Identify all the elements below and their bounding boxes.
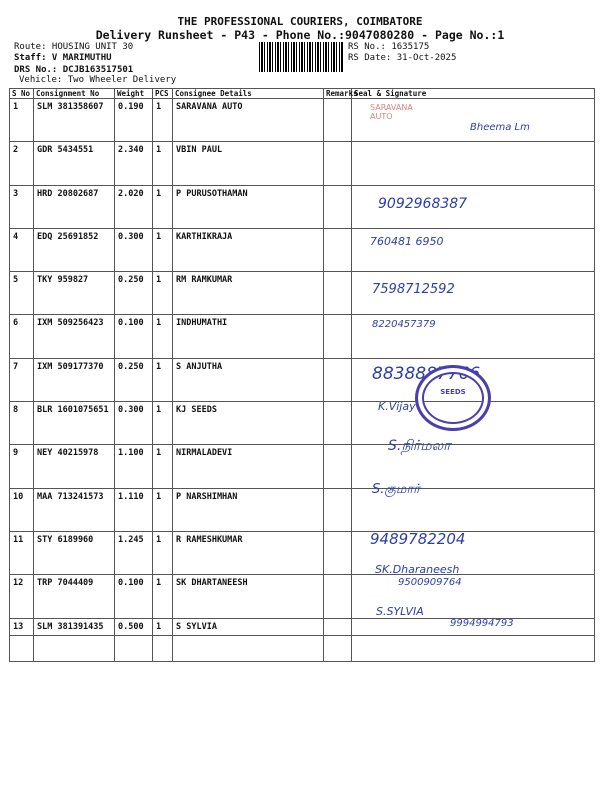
cell-consignee: P PURUSOTHAMAN [173,185,324,228]
cell-weight: 2.340 [115,142,153,185]
col-weight: Weight [115,89,153,99]
cell-pcs: 1 [153,228,173,271]
cell-pcs: 1 [153,488,173,531]
signature-2: Bheema Lm [470,122,530,133]
cell-weight: 0.100 [115,575,153,618]
cell-weight: 0.250 [115,272,153,315]
cell-consignment: TRP 7044409 [34,575,115,618]
cell-remarks [324,402,352,445]
rs-date: RS Date: 31-Oct-2025 [348,53,457,63]
cell-remarks [324,445,352,488]
cell-consignment: NEY 40215978 [34,445,115,488]
signature-9: S.நிர்மலா [388,438,451,454]
signature-11: 9489782204 [370,530,466,548]
cell-consignee: INDHUMATHI [173,315,324,358]
cell-signature [352,142,595,185]
table-row [10,228,595,271]
signature-12-phone: 9500909764 [398,577,462,588]
cell-remarks [324,228,352,271]
cell-consignee: RM RAMKUMAR [173,272,324,315]
cell-pcs: 1 [153,315,173,358]
cell-pcs: 1 [153,402,173,445]
signature-12-name: SK.Dharaneesh [375,563,460,576]
signature-10: S.குமார் [372,482,420,497]
signature-3: 9092968387 [378,196,468,212]
cell-consignment: STY 6189960 [34,531,115,574]
cell-pcs: 1 [153,185,173,228]
barcode [259,42,343,72]
signature-13-phone: 9994994793 [450,618,514,629]
cell-consignment: GDR 5434551 [34,142,115,185]
drs-number: DRS No.: DCJB163517501 [14,65,134,75]
rs-number: RS No.: 1635175 [348,42,430,52]
cell-consignee: VBIN PAUL [173,142,324,185]
table-row [10,142,595,185]
cell-consignment: IXM 509256423 [34,315,115,358]
cell-sno: 9 [10,445,34,488]
cell-pcs: 1 [153,358,173,401]
cell-pcs: 1 [153,142,173,185]
cell-consignee: KARTHIKRAJA [173,228,324,271]
cell-weight: 0.190 [115,99,153,142]
cell-consignment: TKY 959827 [34,272,115,315]
table-row [10,272,595,315]
cell-remarks [324,315,352,358]
seal-text: SEEDS [440,388,466,396]
cell-remarks [324,488,352,531]
col-signature: Seal & Signature [352,89,595,99]
table-header [10,89,595,99]
runsheet-table [9,88,595,662]
company-title: THE PROFESSIONAL COURIERS, COIMBATORE [177,15,423,28]
cell-weight: 0.100 [115,315,153,358]
table-row [10,445,595,488]
cell-consignment: IXM 509177370 [34,358,115,401]
table-row [10,575,595,618]
cell-consignee: NIRMALADEVI [173,445,324,488]
cell-remarks [324,618,352,661]
col-consignee: Consignee Details [173,89,324,99]
table-row [10,488,595,531]
cell-remarks [324,272,352,315]
cell-consignee: S SYLVIA [173,618,324,661]
col-pcs: PCS [153,89,173,99]
cell-consignment: SLM 381358607 [34,99,115,142]
cell-sno: 7 [10,358,34,401]
cell-sno: 2 [10,142,34,185]
signature-8: K.Vijay [378,400,416,413]
cell-consignee: SK DHARTANEESH [173,575,324,618]
cell-remarks [324,142,352,185]
cell-consignee: P NARSHIMHAN [173,488,324,531]
cell-consignment: SLM 381391435 [34,618,115,661]
cell-consignee: S ANJUTHA [173,358,324,401]
table-row [10,531,595,574]
cell-pcs: 1 [153,618,173,661]
cell-consignee: KJ SEEDS [173,402,324,445]
cell-remarks [324,99,352,142]
signature-13-name: S.SYLVIA [376,605,424,618]
cell-consignment: EDQ 25691852 [34,228,115,271]
seeds-seal [415,365,491,431]
cell-pcs: 1 [153,99,173,142]
footer-line [9,635,594,636]
col-sno: S No [10,89,34,99]
cell-sno: 5 [10,272,34,315]
cell-weight: 0.250 [115,358,153,401]
cell-sno: 13 [10,618,34,661]
cell-remarks [324,185,352,228]
col-consignment: Consignment No [34,89,115,99]
cell-pcs: 1 [153,272,173,315]
cell-remarks [324,575,352,618]
cell-sno: 11 [10,531,34,574]
cell-consignment: MAA 713241573 [34,488,115,531]
cell-sno: 6 [10,315,34,358]
cell-sno: 3 [10,185,34,228]
cell-consignment: BLR 1601075651 [34,402,115,445]
signature-6: 8220457379 [372,319,436,330]
staff-label: Staff: V MARIMUTHU [14,53,112,63]
table-row [10,402,595,445]
signature-4: 760481 6950 [370,235,444,248]
cell-pcs: 1 [153,531,173,574]
cell-weight: 1.100 [115,445,153,488]
signature-5: 7598712592 [372,282,455,297]
cell-sno: 12 [10,575,34,618]
cell-remarks [324,531,352,574]
cell-pcs: 1 [153,445,173,488]
cell-weight: 1.245 [115,531,153,574]
table-row [10,99,595,142]
cell-consignee: SARAVANA AUTO [173,99,324,142]
cell-pcs: 1 [153,575,173,618]
cell-weight: 0.300 [115,402,153,445]
runsheet-subtitle: Delivery Runsheet - P43 - Phone No.:9047080280 - Page No.:1 [95,28,505,42]
route-label: Route: HOUSING UNIT 30 [14,42,134,52]
cell-weight: 0.500 [115,618,153,661]
cell-sno: 4 [10,228,34,271]
cell-weight: 2.020 [115,185,153,228]
cell-weight: 1.110 [115,488,153,531]
table-row [10,315,595,358]
cell-sno: 1 [10,99,34,142]
cell-weight: 0.300 [115,228,153,271]
cell-sno: 10 [10,488,34,531]
cell-sno: 8 [10,402,34,445]
signature-7: 8838887766 [372,364,481,384]
cell-remarks [324,358,352,401]
saravana-stamp: SARAVANA AUTO [370,103,413,121]
cell-consignment: HRD 20802687 [34,185,115,228]
col-remarks: Remarks [324,89,352,99]
table-row [10,185,595,228]
cell-consignee: R RAMESHKUMAR [173,531,324,574]
vehicle-label: Vehicle: Two Wheeler Delivery [19,75,177,85]
table-row [10,358,595,401]
